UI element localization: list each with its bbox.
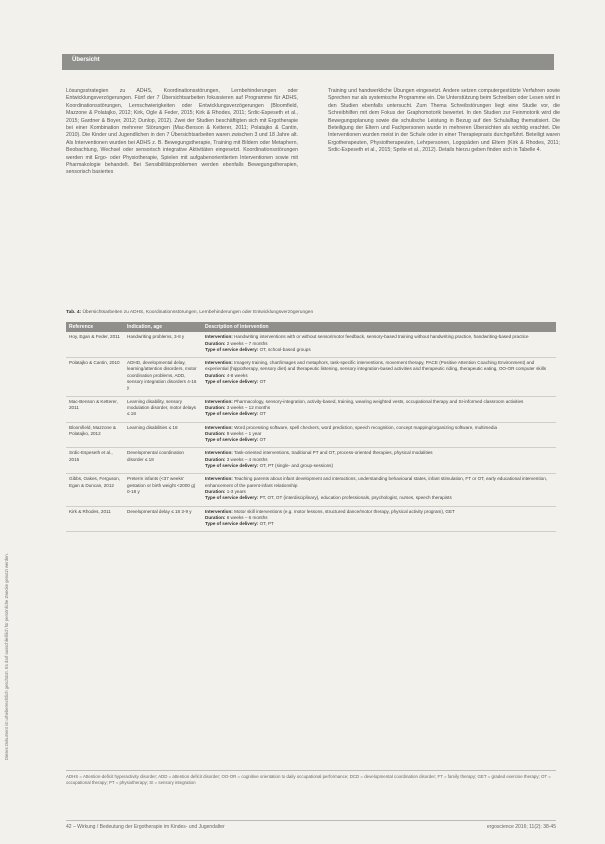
description-delivery (205, 495, 553, 501)
table-caption-text: Übersichtsarbeiten zu ADHS, Koordinationsstörungen, Lernbehinderungen oder Entwicklungsverzögerungen (82, 310, 314, 315)
description-label: Intervention: (205, 508, 233, 514)
description-value: OT, PT (259, 521, 274, 527)
description-value: PT, OT, OT (interdisciplinary), education professionals, psychologist, nurses, speech therapists (259, 495, 452, 501)
description-label: Intervention: (205, 334, 233, 340)
description-delivery (205, 379, 553, 385)
table-row (66, 506, 556, 532)
header-indication: Indication, age (124, 322, 202, 332)
description-value: Task-oriented interventions, traditional PT and OT, process-oriented therapies, physical modalities (234, 450, 433, 456)
description-label: Duration: (205, 514, 226, 520)
description-value: 8 weeks – 1 year (226, 430, 262, 436)
footnote-divider (66, 770, 556, 771)
description-label: Type of service delivery: (205, 379, 259, 385)
description-label: Duration: (205, 488, 226, 494)
description-delivery (205, 411, 553, 417)
description-label: Type of service delivery: (205, 521, 259, 527)
description-delivery (205, 463, 553, 469)
description-value: 1-3 years (226, 488, 246, 494)
cell-reference: Mac-Benson & Ketterer, 2011 (66, 396, 124, 422)
table-row (66, 332, 556, 357)
footer-left-text: 42 – Wirkung / Bedeutung der Ergotherapie im Kindes- und Jugendalter (66, 824, 225, 830)
table-row (66, 396, 556, 422)
table-header-row (66, 322, 556, 332)
description-value: Pharmacology, sensory-integration, activity-based, training, wearing weighted vests, occupational therapy and SI-informed classroom activities (234, 398, 524, 404)
description-label: Type of service delivery: (205, 411, 259, 417)
description-value: 4-8 weeks (226, 372, 248, 378)
description-delivery (205, 521, 553, 527)
cell-reference: Gibbs, Oakes, Ferguson, Egan & Duncan, 2012 (66, 474, 124, 506)
cell-description (202, 422, 556, 448)
table-row (66, 358, 556, 396)
description-label: Type of service delivery: (205, 495, 259, 501)
page-footer (66, 820, 556, 830)
table-caption (66, 310, 556, 315)
cell-indication: Handwriting problems, 3-8 y (124, 332, 202, 357)
description-value: 2 weeks – 7 months (226, 340, 268, 346)
description-value: Handwriting interventions with or without sensorimotor feedback, sensory-based training without handwriting practice, handwriting-based practice (234, 334, 529, 340)
description-label: Duration: (205, 372, 226, 378)
description-delivery (205, 437, 553, 443)
description-value: Word processing software, spell checkers, word prediction, speech recognition, concept mapping/organizing software, multimedia (234, 424, 498, 430)
cell-indication: Preterm infants (<37 weeks' gestation or birth weight <2000 g) 0-18 y (124, 474, 202, 506)
description-value: OT (259, 411, 266, 417)
table-row (66, 422, 556, 448)
description-label: Duration: (205, 456, 226, 462)
description-label: Type of service delivery: (205, 437, 259, 443)
description-value: Motor skill interventions (e.g. motor lessons, structured dance/motor therapy, physical activity program), GET (234, 508, 455, 514)
body-text-right-column: Training und handwerkliche Übungen eingesetzt. Andere setzen computergestützte Verfahren sowie Sprechen nur als systemische Programme ein. Die Unterstützung beim Schreiben oder Lesen wird in den Studien ebenfalls untersucht. Zum Thema Schreibstörungen liegt eine Studie vor, die Schreibhilfen mit dem Fokus der Graphomotorik bewertet. In den Studien zur Feinmotorik wird die Bewegungsplanung sowie die schulische Leistung in Bezug auf den Schulalltag thematisiert. Die Beteiligung der Eltern und Fachpersonen wurde in mehreren Übersichten als wichtig erachtet. Die Interventionen wurden meist in der Schule oder in einer Therapiepraxis durchgeführt. Beteiligt waren Ergotherapeuten, Physiotherapeuten, Lehrpersonen, Logopäden und Eltern (Kirk & Rhodes, 2011; Srdic-Espeseth et al., 2015; Sprite et al., 2012). Details hierzu geben finden sich in Tabelle 4. (328, 88, 560, 154)
description-value: Teaching parents about infant development and interactions, understanding behavioural states, infant stimulation, FT or OT, early educational intervention, enhancement of the parent-infant relationship (205, 476, 548, 488)
description-label: Intervention: (205, 360, 233, 366)
header-description: Description of intervention (202, 322, 556, 332)
cell-description (202, 358, 556, 396)
description-value: OT (259, 379, 266, 385)
cell-description (202, 332, 556, 357)
description-label: Duration: (205, 404, 226, 410)
header-reference: Reference (66, 322, 124, 332)
cell-reference: Polatajko & Cantin, 2010 (66, 358, 124, 396)
description-label: Type of service delivery: (205, 346, 259, 352)
cell-reference: Srdic-Espeseth et al., 2015 (66, 448, 124, 474)
description-intervention (205, 476, 553, 489)
description-value: Imagery training, chart/images and metaphors, task-specific interventions, movement therapy, PACE (Positive Attention Coaching Environment) and experiential (hippotherapy, sensory diet) and therapeutic listening, sensory integration-based activities and therapeutic riding, therapeutic eating, OO-OR computer skills (205, 360, 547, 372)
cell-description (202, 506, 556, 532)
description-delivery (205, 347, 553, 353)
cell-reference: Kirk & Rhodes, 2011 (66, 506, 124, 532)
description-value: OT, school-based groups (259, 346, 311, 352)
description-value: OT, PT (single- and group-sessions) (259, 463, 334, 469)
description-label: Intervention: (205, 424, 233, 430)
description-label: Duration: (205, 340, 226, 346)
cell-description (202, 448, 556, 474)
cell-indication: Developmental delay ≤ 18 3-9 y (124, 506, 202, 532)
cell-reference: Bloomfield, Mazzone & Polatajko, 2012 (66, 422, 124, 448)
table-row (66, 474, 556, 506)
description-label: Intervention: (205, 450, 233, 456)
description-value: 3 weeks – 4 months (226, 456, 268, 462)
cell-indication: Developmental coordination disorder ≤ 18 (124, 448, 202, 474)
copyright-side-note: Dieses Dokument ist urheberrechtlich geschützt. Es darf ausschließlich für persönliche Zwecke genutzt werden. (4, 553, 9, 760)
cell-indication: ADHD, developmental delay, learning/attention disorders, motor coordination problems, ADD, sensory integration disorders 4-16 y (124, 358, 202, 396)
table-footnote: ADHS = Attention-deficit hyperactivity disorder; ADD = attention deficit disorder; OO-OR = cognitive orientation to daily occupational performance; DCD = developmental coordination disorder; FT = family therapy; GET = graded exercise therapy; OT = occupational therapy; PT = physiotherapy; SI = sensory integration (66, 774, 551, 785)
cell-indication: Learning disability, sensory modulation disorder, motor delays ≤ 18 (124, 396, 202, 422)
section-banner (62, 54, 554, 70)
description-value: 6 weeks – 6 months (226, 514, 268, 520)
table-row (66, 448, 556, 474)
description-label: Intervention: (205, 398, 233, 404)
review-table (66, 322, 556, 532)
cell-description (202, 396, 556, 422)
table-caption-label: Tab. 4: (66, 310, 82, 315)
description-value: OT (259, 437, 266, 443)
description-label: Intervention: (205, 476, 233, 482)
cell-indication: Learning disabilities ≤ 18 (124, 422, 202, 448)
body-text-left-column: Lösungsstrategien zu ADHS, Koordinationsstörungen, Lernbehinderungen oder Entwicklungsverzögerungen. Fünf der 7 Übersichtsarbeiten fokussieren auf Programme für ADHS, Koordinationsstörungen, Lernschwierigkeiten oder Entwicklungsverzögerungen (Bloomfield, Mazzone & Polatajko, 2012; Kirk, Ogle & Feder, 2015; Kirk & Rhodes, 2011; Srdic-Espeseth et al., 2015; Gardner & Boyer, 2012; Dunlop, 2012). Zwei der Studien beschäftigten sich mit Ergotherapie bei einer Kombination mehrerer Störungen (Mac-Benson & Ketterer, 2011; Polatajko & Cantin, 2010). Die Kinder und Jugendlichen in den 7 Übersichtsarbeiten waren zwischen 3 und 18 Jahre alt. Als Interventionen wurden bei ADHS z. B. Bewegungstherapie, Training mit Bildern oder Metaphern, Beobachtung, Wechsel oder sensorisch integrative Aktivitäten eingesetzt. Koordinationsstörungen werden mit Ergo- oder Physiotherapie, Spielen mit aufgabenorientierten Interventionen sowie mit Pharmakologie behandelt. Bei Sensibilitätsproblemen werden ebenfalls Bewegungstherapien, sensorisch basiertes (66, 88, 298, 176)
section-label: Übersicht (72, 57, 100, 63)
cell-description (202, 474, 556, 506)
description-label: Duration: (205, 430, 226, 436)
description-value: 3 weeks – 12 months (226, 404, 271, 410)
cell-reference: Hoy, Egan & Feder, 2011 (66, 332, 124, 357)
description-intervention (205, 360, 553, 373)
footer-journal-citation: ergoscience 2016; 11(2): 38-45 (486, 824, 556, 830)
description-label: Type of service delivery: (205, 463, 259, 469)
